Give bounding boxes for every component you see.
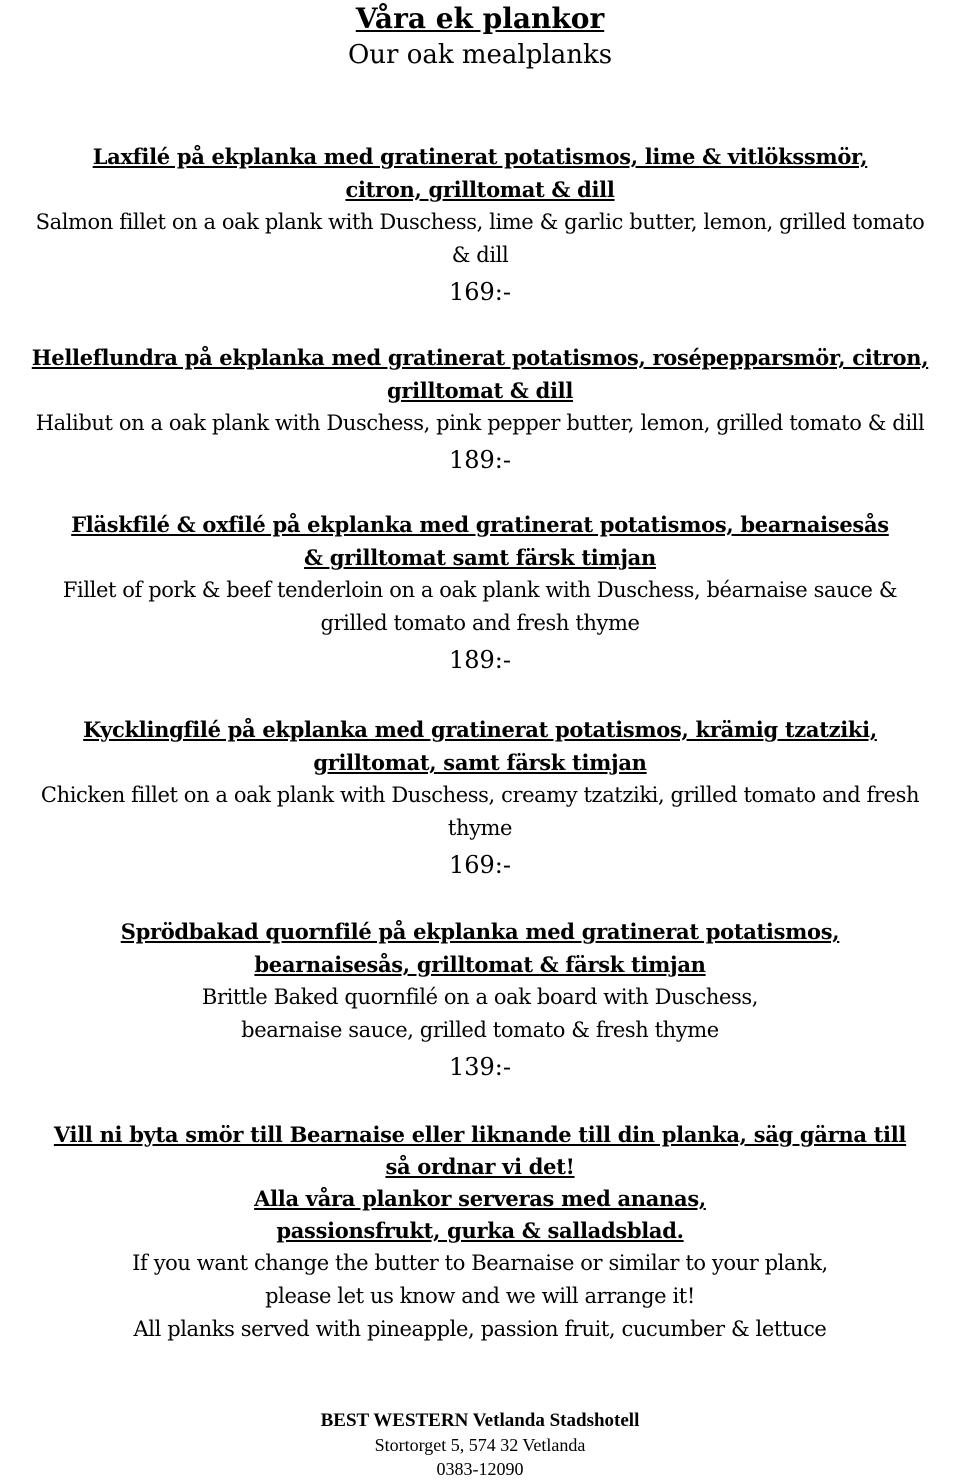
dish-name-sv: bearnaisesås, grilltomat & färsk timjan <box>254 952 706 977</box>
dish-description-en: Salmon fillet on a oak plank with Duschess, lime & garlic butter, lemon, grilled tomato <box>35 210 925 234</box>
dish-name-sv: grilltomat & dill <box>386 378 573 403</box>
dish-description-en: Halibut on a oak plank with Duschess, pink pepper butter, lemon, grilled tomato & dill <box>35 411 925 435</box>
dish-name-sv: Helleflundra på ekplanka med gratinerat potatismos, rosépepparsmör, citron, <box>31 345 929 370</box>
dish-description-en: Chicken fillet on a oak plank with Duschess, creamy tzatziki, grilled tomato and fresh <box>40 783 920 807</box>
note-en: All planks served with pineapple, passion fruit, cucumber & lettuce <box>133 1317 827 1341</box>
dish-description-en: & dill <box>451 243 509 267</box>
menu-header <box>0 0 960 74</box>
dish-chicken <box>0 713 960 883</box>
dish-description-en: Fillet of pork & beef tenderloin on a oak plank with Duschess, béarnaise sauce & <box>62 578 898 602</box>
dish-description-en: grilled tomato and fresh thyme <box>320 611 640 635</box>
dish-price: 169:- <box>448 278 511 306</box>
dish-halibut <box>0 341 960 478</box>
dish-name-sv: & grilltomat samt färsk timjan <box>304 545 656 570</box>
menu-notes <box>0 1119 960 1346</box>
dish-salmon <box>0 140 960 310</box>
dish-name-sv: Fläskfilé & oxfilé på ekplanka med gratinerat potatismos, bearnaisesås <box>71 512 889 537</box>
hotel-address: Stortorget 5, 574 32 Vetlanda <box>374 1435 586 1455</box>
menu-title-en: Our oak mealplanks <box>347 40 613 70</box>
dish-price: 169:- <box>448 851 511 879</box>
dish-name-sv: Sprödbakad quornfilé på ekplanka med gratinerat potatismos, <box>120 919 840 944</box>
dish-name-sv: Laxfilé på ekplanka med gratinerat potatismos, lime & vitlökssmör, <box>92 144 868 169</box>
dish-description-en: Brittle Baked quornfilé on a oak board with Duschess, <box>201 985 759 1009</box>
dish-quorn <box>0 915 960 1085</box>
hotel-footer <box>0 1408 960 1481</box>
hotel-name: BEST WESTERN Vetlanda Stadshotell <box>320 1410 640 1431</box>
dish-description-en: bearnaise sauce, grilled tomato & fresh thyme <box>241 1018 719 1042</box>
dish-name-sv: grilltomat, samt färsk timjan <box>313 750 647 775</box>
dish-pork-beef <box>0 508 960 678</box>
menu-title-sv: Våra ek plankor <box>355 2 605 35</box>
dish-name-sv: citron, grilltomat & dill <box>345 177 615 202</box>
note-en: please let us know and we will arrange it! <box>265 1284 695 1308</box>
note-sv: passionsfrukt, gurka & salladsblad. <box>276 1218 684 1243</box>
note-en: If you want change the butter to Bearnaise or similar to your plank, <box>132 1251 828 1275</box>
note-sv: så ordnar vi det! <box>385 1154 575 1179</box>
dish-price: 189:- <box>448 646 511 674</box>
note-sv: Vill ni byta smör till Bearnaise eller liknande till din planka, säg gärna till <box>53 1122 907 1147</box>
note-sv: Alla våra plankor serveras med ananas, <box>254 1186 706 1211</box>
dish-description-en: thyme <box>447 816 513 840</box>
dish-price: 189:- <box>448 446 511 474</box>
dish-price: 139:- <box>448 1053 511 1081</box>
hotel-phone: 0383-12090 <box>436 1459 524 1479</box>
dish-name-sv: Kycklingfilé på ekplanka med gratinerat potatismos, krämig tzatziki, <box>83 717 877 742</box>
